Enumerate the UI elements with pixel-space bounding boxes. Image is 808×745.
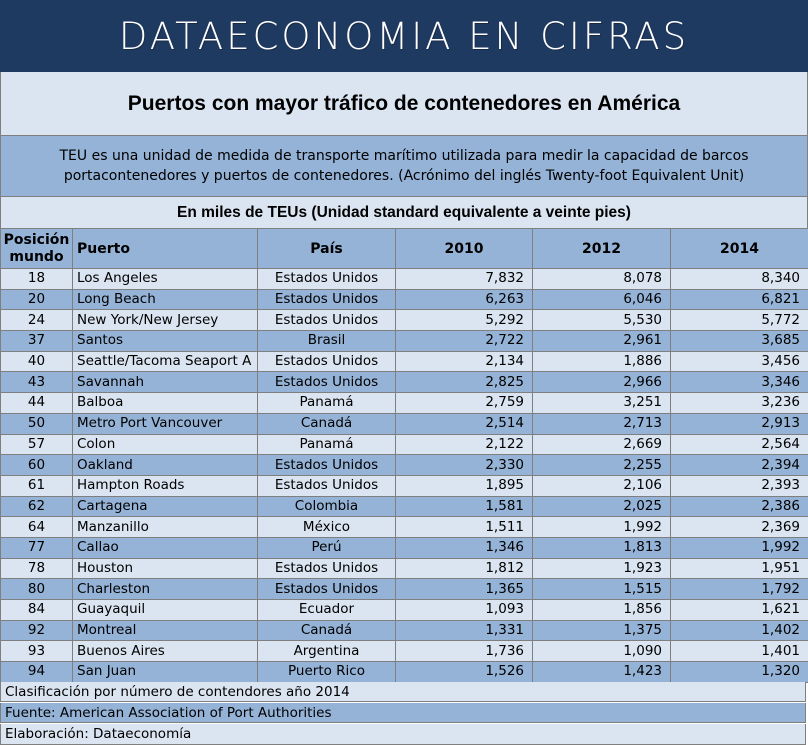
cell-port: Manzanillo: [73, 517, 258, 538]
header-position-line2: mundo: [9, 248, 64, 265]
cell-2012: 1,090: [533, 641, 671, 662]
cell-2010: 1,346: [396, 537, 533, 558]
cell-country: Estados Unidos: [258, 351, 396, 372]
cell-country: Estados Unidos: [258, 310, 396, 331]
header-banner: [0, 0, 808, 72]
cell-2014: 1,992: [671, 537, 808, 558]
cell-position: 78: [1, 558, 73, 579]
cell-2014: 2,913: [671, 413, 808, 434]
cell-2010: 2,825: [396, 372, 533, 393]
cell-port: Cartagena: [73, 496, 258, 517]
cell-position: 80: [1, 579, 73, 600]
cell-2014: 5,772: [671, 310, 808, 331]
description-line-1: TEU es una unidad de medida de transporte marítimo utilizada para medir la capacidad de barcos: [59, 148, 749, 164]
cell-port: Buenos Aires: [73, 641, 258, 662]
cell-2012: 2,713: [533, 413, 671, 434]
cell-2010: 7,832: [396, 269, 533, 290]
table-row: [1, 517, 808, 538]
table-row: [1, 641, 808, 662]
cell-2014: 2,369: [671, 517, 808, 538]
table-row: [1, 372, 808, 393]
cell-2010: 1,581: [396, 496, 533, 517]
cell-position: 64: [1, 517, 73, 538]
cell-2012: 1,856: [533, 600, 671, 621]
cell-2010: 6,263: [396, 289, 533, 310]
cell-2014: 6,821: [671, 289, 808, 310]
cell-country: Estados Unidos: [258, 372, 396, 393]
cell-2012: 1,813: [533, 537, 671, 558]
cell-country: Panamá: [258, 393, 396, 414]
cell-position: 94: [1, 662, 73, 683]
cell-2014: 1,402: [671, 620, 808, 641]
cell-country: Estados Unidos: [258, 269, 396, 290]
cell-2012: 3,251: [533, 393, 671, 414]
cell-port: Callao: [73, 537, 258, 558]
cell-port: New York/New Jersey: [73, 310, 258, 331]
table-row: [1, 393, 808, 414]
cell-country: México: [258, 517, 396, 538]
cell-position: 37: [1, 331, 73, 352]
cell-2012: 6,046: [533, 289, 671, 310]
cell-2012: 1,375: [533, 620, 671, 641]
cell-2012: 1,515: [533, 579, 671, 600]
cell-2012: 5,530: [533, 310, 671, 331]
table-row: [1, 475, 808, 496]
cell-2014: 3,346: [671, 372, 808, 393]
cell-position: 44: [1, 393, 73, 414]
cell-country: Puerto Rico: [258, 662, 396, 683]
cell-2012: 2,106: [533, 475, 671, 496]
cell-2012: 1,886: [533, 351, 671, 372]
table-body: [1, 269, 808, 683]
cell-2014: 1,401: [671, 641, 808, 662]
cell-2012: 1,923: [533, 558, 671, 579]
cell-2012: 1,992: [533, 517, 671, 538]
cell-2010: 2,722: [396, 331, 533, 352]
cell-country: Estados Unidos: [258, 455, 396, 476]
cell-2012: 2,025: [533, 496, 671, 517]
cell-2010: 2,134: [396, 351, 533, 372]
cell-country: Brasil: [258, 331, 396, 352]
header-2012: 2012: [533, 229, 671, 269]
table-header-row: [1, 229, 808, 269]
cell-2010: 1,331: [396, 620, 533, 641]
table-row: [1, 662, 808, 683]
cell-2010: 1,365: [396, 579, 533, 600]
cell-2012: 2,255: [533, 455, 671, 476]
cell-2014: 1,320: [671, 662, 808, 683]
cell-port: Savannah: [73, 372, 258, 393]
cell-position: 57: [1, 434, 73, 455]
table-row: [1, 600, 808, 621]
cell-position: 60: [1, 455, 73, 476]
cell-2014: 3,236: [671, 393, 808, 414]
cell-2012: 8,078: [533, 269, 671, 290]
table-row: [1, 351, 808, 372]
header-position-line1: Posición: [3, 231, 70, 248]
cell-position: 77: [1, 537, 73, 558]
cell-2014: 1,951: [671, 558, 808, 579]
cell-position: 20: [1, 289, 73, 310]
cell-2010: 1,093: [396, 600, 533, 621]
cell-country: Estados Unidos: [258, 579, 396, 600]
table-row: [1, 434, 808, 455]
cell-2012: 1,423: [533, 662, 671, 683]
description-line-2: portacontenedores y puertos de contenedores. (Acrónimo del inglés Twenty-foot Equivalent Unit): [63, 168, 745, 184]
table-row: [1, 413, 808, 434]
cell-2010: 2,759: [396, 393, 533, 414]
header-country: País: [258, 229, 396, 269]
cell-country: Estados Unidos: [258, 289, 396, 310]
cell-port: Los Angeles: [73, 269, 258, 290]
cell-port: Charleston: [73, 579, 258, 600]
cell-2014: 2,386: [671, 496, 808, 517]
cell-port: Hampton Roads: [73, 475, 258, 496]
cell-port: Montreal: [73, 620, 258, 641]
table-row: [1, 455, 808, 476]
table-row: [1, 269, 808, 290]
cell-port: Seattle/Tacoma Seaport A: [73, 351, 258, 372]
table-row: [1, 620, 808, 641]
cell-country: Estados Unidos: [258, 475, 396, 496]
cell-2010: 1,895: [396, 475, 533, 496]
cell-port: Guayaquil: [73, 600, 258, 621]
cell-position: 18: [1, 269, 73, 290]
units-label: En miles de TEUs (Unidad standard equivalente a veinte pies): [177, 203, 631, 221]
title-band: [0, 72, 808, 136]
cell-country: Colombia: [258, 496, 396, 517]
cell-2010: 1,511: [396, 517, 533, 538]
cell-2014: 1,792: [671, 579, 808, 600]
cell-position: 93: [1, 641, 73, 662]
cell-port: Oakland: [73, 455, 258, 476]
cell-port: Long Beach: [73, 289, 258, 310]
cell-port: Metro Port Vancouver: [73, 413, 258, 434]
table-row: [1, 579, 808, 600]
cell-port: Santos: [73, 331, 258, 352]
cell-position: 50: [1, 413, 73, 434]
cell-2012: 2,669: [533, 434, 671, 455]
cell-2010: 1,812: [396, 558, 533, 579]
cell-2012: 2,961: [533, 331, 671, 352]
cell-position: 84: [1, 600, 73, 621]
cell-2012: 2,966: [533, 372, 671, 393]
cell-2010: 1,526: [396, 662, 533, 683]
header-2010: 2010: [396, 229, 533, 269]
table-row: [1, 289, 808, 310]
units-band: [0, 197, 808, 228]
cell-position: 24: [1, 310, 73, 331]
cell-2014: 8,340: [671, 269, 808, 290]
cell-position: 61: [1, 475, 73, 496]
banner-title: DATAECONOMIA EN CIFRAS: [118, 14, 690, 58]
cell-port: San Juan: [73, 662, 258, 683]
cell-2010: 5,292: [396, 310, 533, 331]
cell-position: 40: [1, 351, 73, 372]
cell-2014: 1,621: [671, 600, 808, 621]
table-row: [1, 496, 808, 517]
cell-2010: 1,736: [396, 641, 533, 662]
cell-country: Canadá: [258, 620, 396, 641]
cell-position: 92: [1, 620, 73, 641]
cell-country: Canadá: [258, 413, 396, 434]
header-2014: 2014: [671, 229, 808, 269]
cell-port: Balboa: [73, 393, 258, 414]
cell-port: Colon: [73, 434, 258, 455]
header-position: [1, 229, 73, 269]
cell-country: Panamá: [258, 434, 396, 455]
cell-country: Argentina: [258, 641, 396, 662]
cell-2014: 3,456: [671, 351, 808, 372]
cell-port: Houston: [73, 558, 258, 579]
cell-2010: 2,122: [396, 434, 533, 455]
footer-classification: Clasificación por número de contendores año 2014: [0, 682, 806, 702]
footer-author: Elaboración: Dataeconomía: [0, 724, 806, 745]
cell-position: 43: [1, 372, 73, 393]
description-band: [0, 136, 808, 197]
cell-2014: 2,394: [671, 455, 808, 476]
cell-country: Ecuador: [258, 600, 396, 621]
table-row: [1, 537, 808, 558]
header-port: Puerto: [73, 229, 258, 269]
page-title: Puertos con mayor tráfico de contenedores en América: [127, 91, 681, 115]
cell-2014: 2,564: [671, 434, 808, 455]
cell-2010: 2,514: [396, 413, 533, 434]
table-row: [1, 310, 808, 331]
cell-2014: 2,393: [671, 475, 808, 496]
footer-source: Fuente: American Association of Port Authorities: [0, 703, 806, 723]
cell-country: Perú: [258, 537, 396, 558]
cell-2014: 3,685: [671, 331, 808, 352]
table-row: [1, 331, 808, 352]
cell-2010: 2,330: [396, 455, 533, 476]
ports-table: [0, 228, 808, 683]
cell-country: Estados Unidos: [258, 558, 396, 579]
table-row: [1, 558, 808, 579]
cell-position: 62: [1, 496, 73, 517]
